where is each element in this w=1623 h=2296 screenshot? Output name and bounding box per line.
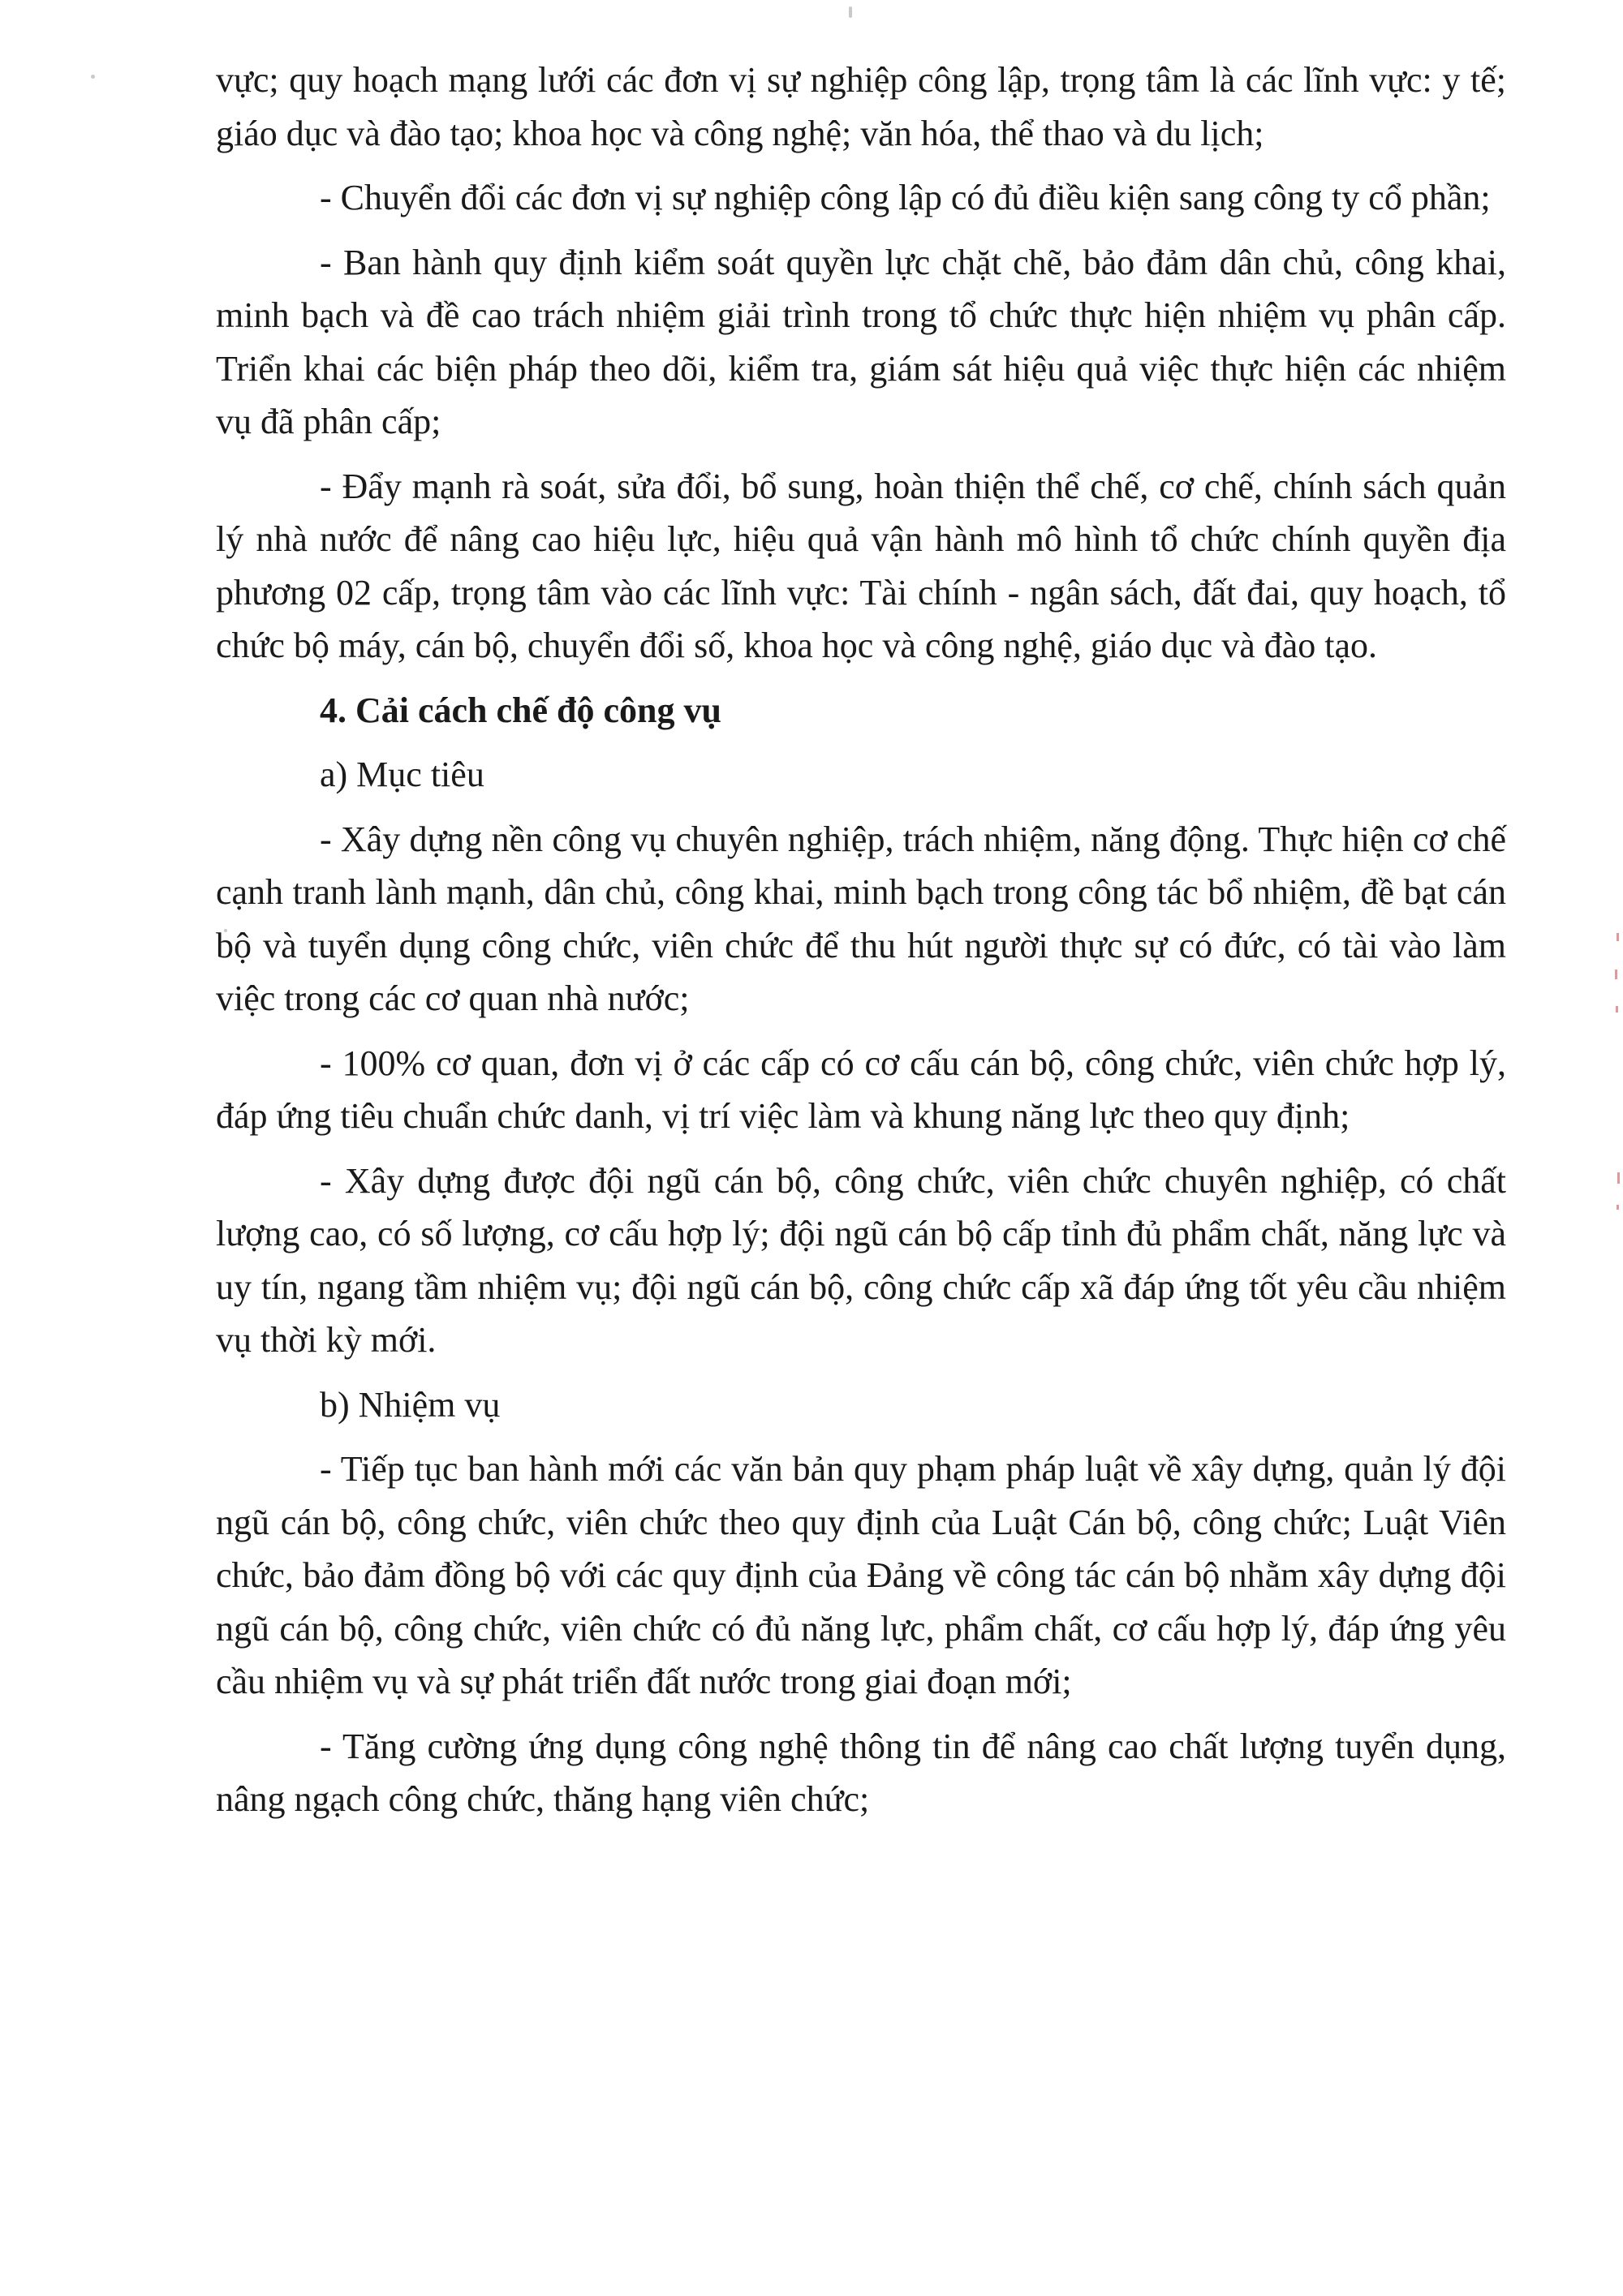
bullet-paragraph: - Ban hành quy định kiểm soát quyền lực chặt chẽ, bảo đảm dân chủ, công khai, minh bạch và đề cao trách nhiệm giải trình trong tổ chức thực hiện nhiệm vụ phân cấp. Triển khai các biện pháp theo dõi, kiểm tra, giám sát hiệu quả việc thực hiện các nhiệm vụ đã phân cấp; bbox=[216, 242, 1506, 441]
scan-speck bbox=[849, 6, 852, 18]
bullet-paragraph: - Đẩy mạnh rà soát, sửa đổi, bổ sung, hoàn thiện thể chế, cơ chế, chính sách quản lý nhà nước để nâng cao hiệu lực, hiệu quả vận hành mô hình tổ chức chính quyền địa phương 02 cấp, trọng tâm vào các lĩnh vực: Tài chính - ngân sách, đất đai, quy hoạch, tổ chức bộ máy, cán bộ, chuyển đổi số, khoa học và công nghệ, giáo dục và đào tạo. bbox=[216, 466, 1506, 665]
scan-mark bbox=[1617, 1205, 1619, 1210]
scan-speck bbox=[91, 75, 95, 79]
scan-mark bbox=[1616, 1006, 1618, 1013]
bullet-paragraph: - Chuyển đổi các đơn vị sự nghiệp công lập có đủ điều kiện sang công ty cổ phần; bbox=[320, 178, 1491, 217]
subsection-heading: a) Mục tiêu bbox=[320, 755, 484, 794]
paragraph-continuation: vực; quy hoạch mạng lưới các đơn vị sự nghiệp công lập, trọng tâm là các lĩnh vực: y tế; giáo dục và đào tạo; khoa học và công nghệ; văn hóa, thể thao và du lịch; bbox=[216, 60, 1506, 153]
scan-mark bbox=[1617, 933, 1619, 941]
bullet-paragraph: - Xây dựng được đội ngũ cán bộ, công chức, viên chức chuyên nghiệp, có chất lượng cao, có số lượng, cơ cấu hợp lý; đội ngũ cán bộ cấp tỉnh đủ phẩm chất, năng lực và uy tín, ngang tầm nhiệm vụ; đội ngũ cán bộ, công chức cấp xã đáp ứng tốt yêu cầu nhiệm vụ thời kỳ mới. bbox=[216, 1160, 1506, 1360]
bullet-paragraph: - Tăng cường ứng dụng công nghệ thông tin để nâng cao chất lượng tuyển dụng, nâng ngạch công chức, thăng hạng viên chức; bbox=[216, 1726, 1506, 1819]
bullet-paragraph: - 100% cơ quan, đơn vị ở các cấp có cơ cấu cán bộ, công chức, viên chức hợp lý, đáp ứng tiêu chuẩn chức danh, vị trí việc làm và khung năng lực theo quy định; bbox=[216, 1043, 1506, 1136]
bullet-paragraph: - Xây dựng nền công vụ chuyên nghiệp, trách nhiệm, năng động. Thực hiện cơ chế cạnh tranh lành mạnh, dân chủ, công khai, minh bạch trong công tác bổ nhiệm, đề bạt cán bộ và tuyển dụng công chức, viên chức để thu hút người thực sự có đức, có tài vào làm việc trong các cơ quan nhà nước; bbox=[216, 819, 1506, 1018]
subsection-heading: b) Nhiệm vụ bbox=[320, 1384, 501, 1425]
scan-mark bbox=[1617, 1172, 1620, 1184]
body-text bbox=[216, 54, 1506, 1838]
bullet-paragraph: - Tiếp tục ban hành mới các văn bản quy phạm pháp luật về xây dựng, quản lý đội ngũ cán bộ, công chức, viên chức theo quy định của Luật Cán bộ, công chức; Luật Viên chức, bảo đảm đồng bộ với các quy định của Đảng về công tác cán bộ nhằm xây dựng đội ngũ cán bộ, công chức, viên chức có đủ năng lực, phẩm chất, cơ cấu hợp lý, đáp ứng yêu cầu nhiệm vụ và sự phát triển đất nước trong giai đoạn mới; bbox=[216, 1449, 1506, 1701]
section-heading: 4. Cải cách chế độ công vụ bbox=[320, 690, 721, 730]
scan-mark bbox=[1615, 970, 1617, 979]
